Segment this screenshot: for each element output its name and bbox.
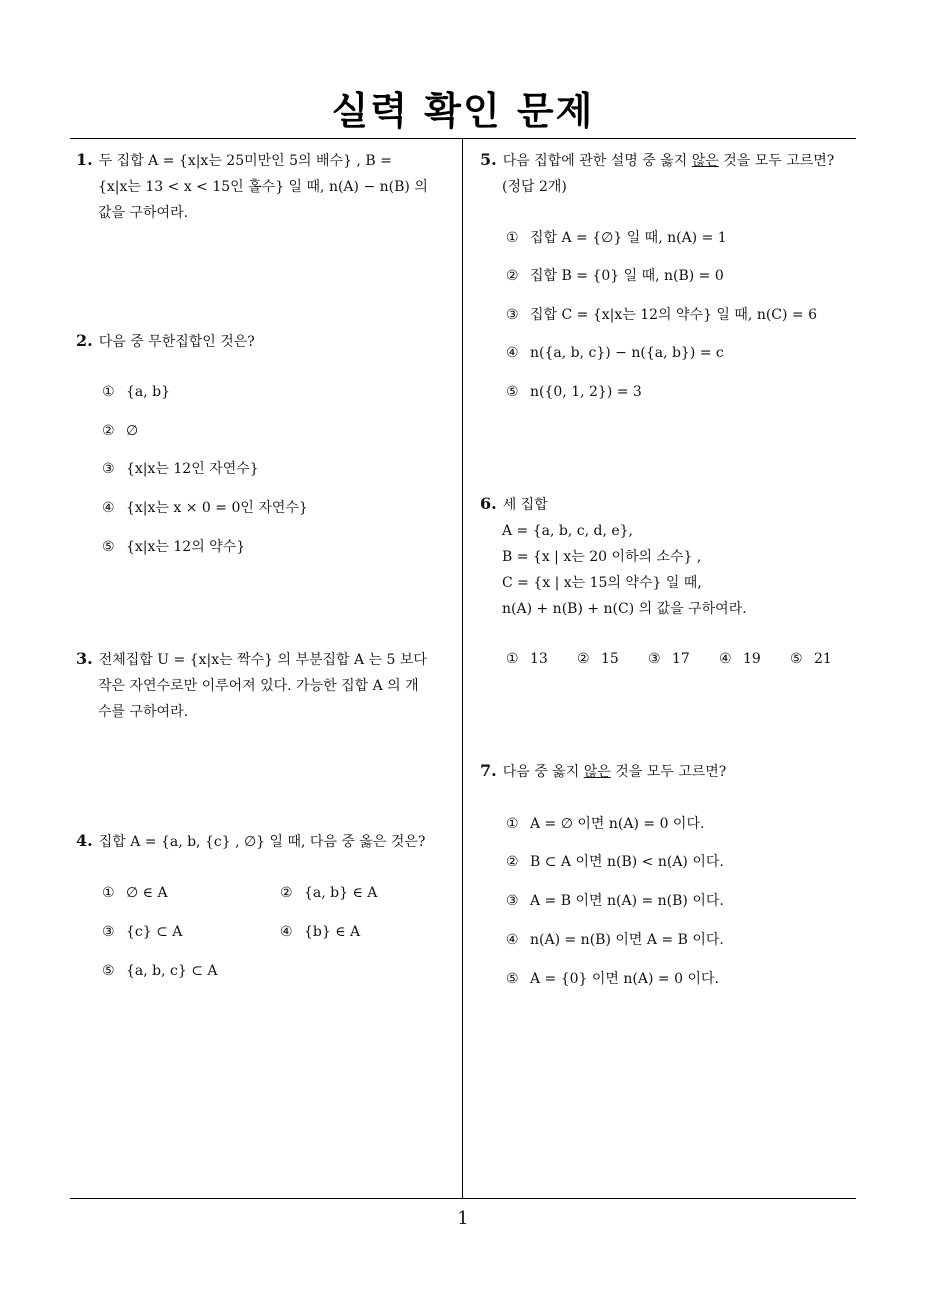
choice-marker: ③ bbox=[648, 651, 661, 667]
choice-marker: ② bbox=[577, 651, 590, 667]
choice-marker: ② bbox=[102, 423, 115, 439]
question-number: 3. bbox=[76, 649, 93, 668]
question-text: 것을 모두 고르면? bbox=[610, 764, 727, 780]
choice-marker: ① bbox=[102, 384, 115, 400]
question-text: n(A) + n(B) + n(C) 의 값을 구하여라. bbox=[502, 601, 747, 617]
question-number: 4. bbox=[76, 831, 93, 850]
question-text: 두 집합 A = {x|x는 25미만인 5의 배수} , B = bbox=[98, 153, 392, 169]
choice-text: n(A) = n(B) 이면 A = B 이다. bbox=[530, 932, 724, 948]
choice-text: A = B 이면 n(A) = n(B) 이다. bbox=[530, 893, 724, 909]
choice-2[interactable] bbox=[506, 266, 724, 286]
choice-2[interactable] bbox=[577, 649, 619, 669]
choice-4[interactable] bbox=[102, 498, 308, 518]
choice-1[interactable] bbox=[102, 883, 168, 903]
question-text: 다음 집합에 관한 설명 중 옳지 bbox=[502, 153, 692, 169]
question-text: 값을 구하여라. bbox=[98, 205, 189, 221]
choice-text: A = {0} 이면 n(A) = 0 이다. bbox=[530, 971, 719, 987]
set-definition: C = {x | x는 15의 약수} 일 때, bbox=[502, 575, 702, 591]
page-title: 실력 확인 문제 bbox=[331, 89, 595, 133]
question-1 bbox=[76, 147, 456, 226]
choice-text: {x|x는 x × 0 = 0인 자연수} bbox=[126, 500, 308, 516]
question-number: 2. bbox=[76, 331, 93, 350]
choice-marker: ② bbox=[506, 268, 519, 284]
choice-5[interactable] bbox=[102, 961, 218, 981]
choice-5[interactable] bbox=[506, 382, 642, 402]
choice-text: 13 bbox=[530, 651, 548, 667]
choice-text: B ⊂ A 이면 n(B) < n(A) 이다. bbox=[530, 854, 724, 870]
choice-2[interactable] bbox=[102, 421, 138, 441]
top-rule bbox=[70, 138, 856, 139]
page-number: 1 bbox=[457, 1208, 469, 1229]
bottom-rule bbox=[70, 1198, 856, 1199]
choice-text: {c} ⊂ A bbox=[126, 924, 183, 940]
set-definition: B = {x | x는 20 이하의 소수} , bbox=[502, 549, 702, 565]
choice-text: {a, b} bbox=[126, 384, 171, 400]
choice-text: ∅ bbox=[126, 423, 139, 439]
choice-4[interactable] bbox=[280, 922, 360, 942]
choice-marker: ① bbox=[506, 816, 519, 832]
question-number: 7. bbox=[480, 761, 497, 780]
choice-5[interactable] bbox=[102, 537, 245, 557]
question-4 bbox=[76, 828, 456, 855]
question-text: 전체집합 U = {x|x는 짝수} 의 부분집합 A 는 5 보다 bbox=[98, 652, 427, 668]
question-number: 6. bbox=[480, 494, 497, 513]
answer-count-note: (정답 2개) bbox=[502, 179, 567, 195]
question-text: 세 집합 bbox=[502, 497, 548, 513]
choice-5[interactable] bbox=[790, 649, 832, 669]
choice-1[interactable] bbox=[506, 649, 548, 669]
choice-1[interactable] bbox=[506, 814, 704, 834]
choice-marker: ⑤ bbox=[506, 971, 519, 987]
question-text: 다음 중 옳지 bbox=[502, 764, 584, 780]
question-number: 5. bbox=[480, 150, 497, 169]
question-number: 1. bbox=[76, 150, 93, 169]
choice-text: 21 bbox=[814, 651, 832, 667]
choice-4[interactable] bbox=[719, 649, 761, 669]
question-7 bbox=[480, 758, 860, 785]
choice-marker: ④ bbox=[506, 932, 519, 948]
choice-text: 19 bbox=[743, 651, 761, 667]
question-3 bbox=[76, 646, 456, 725]
choice-3[interactable] bbox=[506, 891, 724, 911]
question-text: 것을 모두 고르면? bbox=[718, 153, 835, 169]
choice-4[interactable] bbox=[506, 930, 724, 950]
choice-marker: ④ bbox=[506, 345, 519, 361]
question-text: 작은 자연수로만 이루어져 있다. 가능한 집합 A 의 개 bbox=[98, 678, 419, 694]
choice-text: {x|x는 12의 약수} bbox=[126, 539, 246, 555]
choice-text: {b} ∈ A bbox=[304, 924, 361, 940]
underlined-word: 않은 bbox=[583, 764, 611, 780]
question-2 bbox=[76, 328, 456, 355]
choice-text: A = ∅ 이면 n(A) = 0 이다. bbox=[530, 816, 705, 832]
choice-marker: ⑤ bbox=[506, 384, 519, 400]
choice-marker: ① bbox=[506, 230, 519, 246]
choice-marker: ③ bbox=[102, 461, 115, 477]
question-text: 수를 구하여라. bbox=[98, 704, 189, 720]
choice-marker: ④ bbox=[102, 500, 115, 516]
choice-text: 17 bbox=[672, 651, 690, 667]
choice-marker: ③ bbox=[102, 924, 115, 940]
choice-marker: ⑤ bbox=[102, 539, 115, 555]
choice-text: n({0, 1, 2}) = 3 bbox=[530, 384, 642, 400]
choice-text: ∅ ∈ A bbox=[126, 885, 168, 901]
choice-5[interactable] bbox=[506, 969, 719, 989]
choice-3[interactable] bbox=[506, 305, 817, 325]
choice-text: {a, b, c} ⊂ A bbox=[126, 963, 218, 979]
choice-text: 집합 C = {x|x는 12의 약수} 일 때, n(C) = 6 bbox=[530, 307, 818, 323]
question-6 bbox=[480, 491, 860, 622]
choice-marker: ① bbox=[102, 885, 115, 901]
choice-text: 집합 B = {0} 일 때, n(B) = 0 bbox=[530, 268, 724, 284]
choice-marker: ② bbox=[280, 885, 293, 901]
choice-3[interactable] bbox=[648, 649, 690, 669]
question-text: 집합 A = {a, b, {c} , ∅} 일 때, 다음 중 옳은 것은? bbox=[98, 834, 426, 850]
underlined-word: 않은 bbox=[691, 153, 719, 169]
choice-marker: ⑤ bbox=[102, 963, 115, 979]
choice-1[interactable] bbox=[102, 382, 170, 402]
choice-text: {a, b} ∈ A bbox=[304, 885, 378, 901]
choice-marker: ③ bbox=[506, 893, 519, 909]
choice-2[interactable] bbox=[506, 852, 724, 872]
choice-4[interactable] bbox=[506, 343, 724, 363]
choice-1[interactable] bbox=[506, 228, 727, 248]
choice-text: {x|x는 12인 자연수} bbox=[126, 461, 259, 477]
choice-3[interactable] bbox=[102, 459, 259, 479]
question-text: {x|x는 13 < x < 15인 홀수} 일 때, n(A) − n(B) 의 bbox=[98, 179, 428, 195]
choice-text: n({a, b, c}) − n({a, b}) = c bbox=[530, 345, 724, 361]
choice-3[interactable] bbox=[102, 922, 182, 942]
set-definition: A = {a, b, c, d, e}, bbox=[502, 523, 634, 539]
choice-text: 15 bbox=[601, 651, 619, 667]
choice-marker: ② bbox=[506, 854, 519, 870]
choice-2[interactable] bbox=[280, 883, 377, 903]
choice-text: 집합 A = {∅} 일 때, n(A) = 1 bbox=[530, 230, 727, 246]
choice-marker: ④ bbox=[719, 651, 732, 667]
choice-marker: ③ bbox=[506, 307, 519, 323]
choice-marker: ① bbox=[506, 651, 519, 667]
question-text: 다음 중 무한집합인 것은? bbox=[98, 334, 255, 350]
question-5 bbox=[480, 147, 860, 200]
column-divider bbox=[462, 139, 463, 1199]
choice-marker: ④ bbox=[280, 924, 293, 940]
choice-marker: ⑤ bbox=[790, 651, 803, 667]
